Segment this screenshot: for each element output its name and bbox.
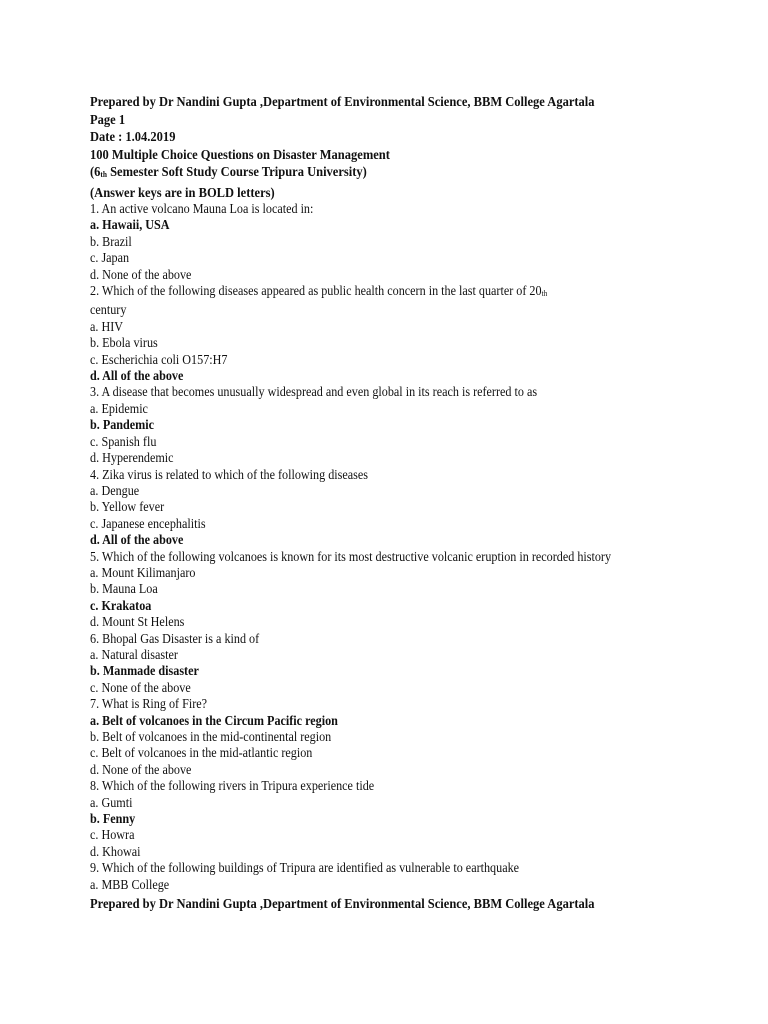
document-date: Date : 1.04.2019 <box>90 129 176 144</box>
question-8: 8. Which of the following rivers in Tripura experience tide <box>90 778 375 794</box>
course-info-sup: th <box>100 170 107 179</box>
question-2-pre: 2. Which of the following diseases appeared as public health concern in the last quarter of 20 <box>90 283 542 299</box>
course-info <box>90 163 697 184</box>
option-1c: c. Japan <box>90 250 130 266</box>
prepared-by-footer: Prepared by Dr Nandini Gupta ,Department of Environmental Science, BBM College Agartala <box>90 896 595 912</box>
question-2-continued: century <box>90 302 127 318</box>
option-2c: c. Escherichia coli O157:H7 <box>90 351 228 367</box>
prepared-by-header: Prepared by Dr Nandini Gupta ,Department of Environmental Science, BBM College Agartala <box>90 94 595 109</box>
question-6: 6. Bhopal Gas Disaster is a kind of <box>90 630 260 646</box>
question-2 <box>90 283 697 302</box>
option-6c: c. None of the above <box>90 679 191 695</box>
page-number: Page 1 <box>90 111 126 127</box>
question-2-sup: th <box>541 289 548 299</box>
option-4c: c. Japanese encephalitis <box>90 515 206 531</box>
option-6b-answer: b. Manmade disaster <box>90 663 199 679</box>
option-3d: d. Hyperendemic <box>90 450 174 466</box>
option-5d: d. Mount St Helens <box>90 614 185 630</box>
option-3a: a. Epidemic <box>90 400 148 416</box>
option-1a-answer: a. Hawaii, USA <box>90 217 170 233</box>
question-1: 1. An active volcano Mauna Loa is located in: <box>90 201 314 216</box>
option-2d-answer: d. All of the above <box>90 368 184 384</box>
course-info-pre: (6 <box>90 164 101 179</box>
option-5a: a. Mount Kilimanjaro <box>90 564 196 580</box>
question-7: 7. What is Ring of Fire? <box>90 696 208 712</box>
option-1b: b. Brazil <box>90 233 132 249</box>
option-3c: c. Spanish flu <box>90 433 157 449</box>
option-9a: a. MBB College <box>90 876 170 892</box>
option-2a: a. HIV <box>90 318 124 334</box>
question-4: 4. Zika virus is related to which of the following diseases <box>90 466 368 482</box>
option-4a: a. Dengue <box>90 482 140 498</box>
option-4d-answer: d. All of the above <box>90 532 184 548</box>
option-7a-answer: a. Belt of volcanoes in the Circum Pacific region <box>90 712 338 728</box>
option-8d: d. Khowai <box>90 843 141 859</box>
option-6a: a. Natural disaster <box>90 646 178 662</box>
option-4b: b. Yellow fever <box>90 499 165 515</box>
document-title: 100 Multiple Choice Questions on Disaster Management <box>90 146 390 162</box>
option-8c: c. Howra <box>90 827 135 843</box>
option-3b-answer: b. Pandemic <box>90 417 155 433</box>
option-7d: d. None of the above <box>90 761 192 777</box>
option-2b: b. Ebola virus <box>90 335 158 351</box>
option-1d: d. None of the above <box>90 266 192 282</box>
page-content <box>90 93 750 913</box>
course-info-post: Semester Soft Study Course Tripura University) <box>106 164 367 179</box>
question-9: 9. Which of the following buildings of Tripura are identified as vulnerable to earthquake <box>90 860 520 876</box>
option-7b: b. Belt of volcanoes in the mid-continental region <box>90 729 332 744</box>
option-8b-answer: b. Fenny <box>90 811 136 827</box>
question-5: 5. Which of the following volcanoes is known for its most destructive volcanic eruption in recorded history <box>90 548 612 564</box>
option-8a: a. Gumti <box>90 794 133 810</box>
answer-key-note: (Answer keys are in BOLD letters) <box>90 184 275 200</box>
option-7c: c. Belt of volcanoes in the mid-atlantic region <box>90 745 313 761</box>
option-5b: b. Mauna Loa <box>90 581 158 597</box>
option-5c-answer: c. Krakatoa <box>90 597 152 613</box>
question-3: 3. A disease that becomes unusually widespread and even global in its reach is referred to as <box>90 384 538 400</box>
